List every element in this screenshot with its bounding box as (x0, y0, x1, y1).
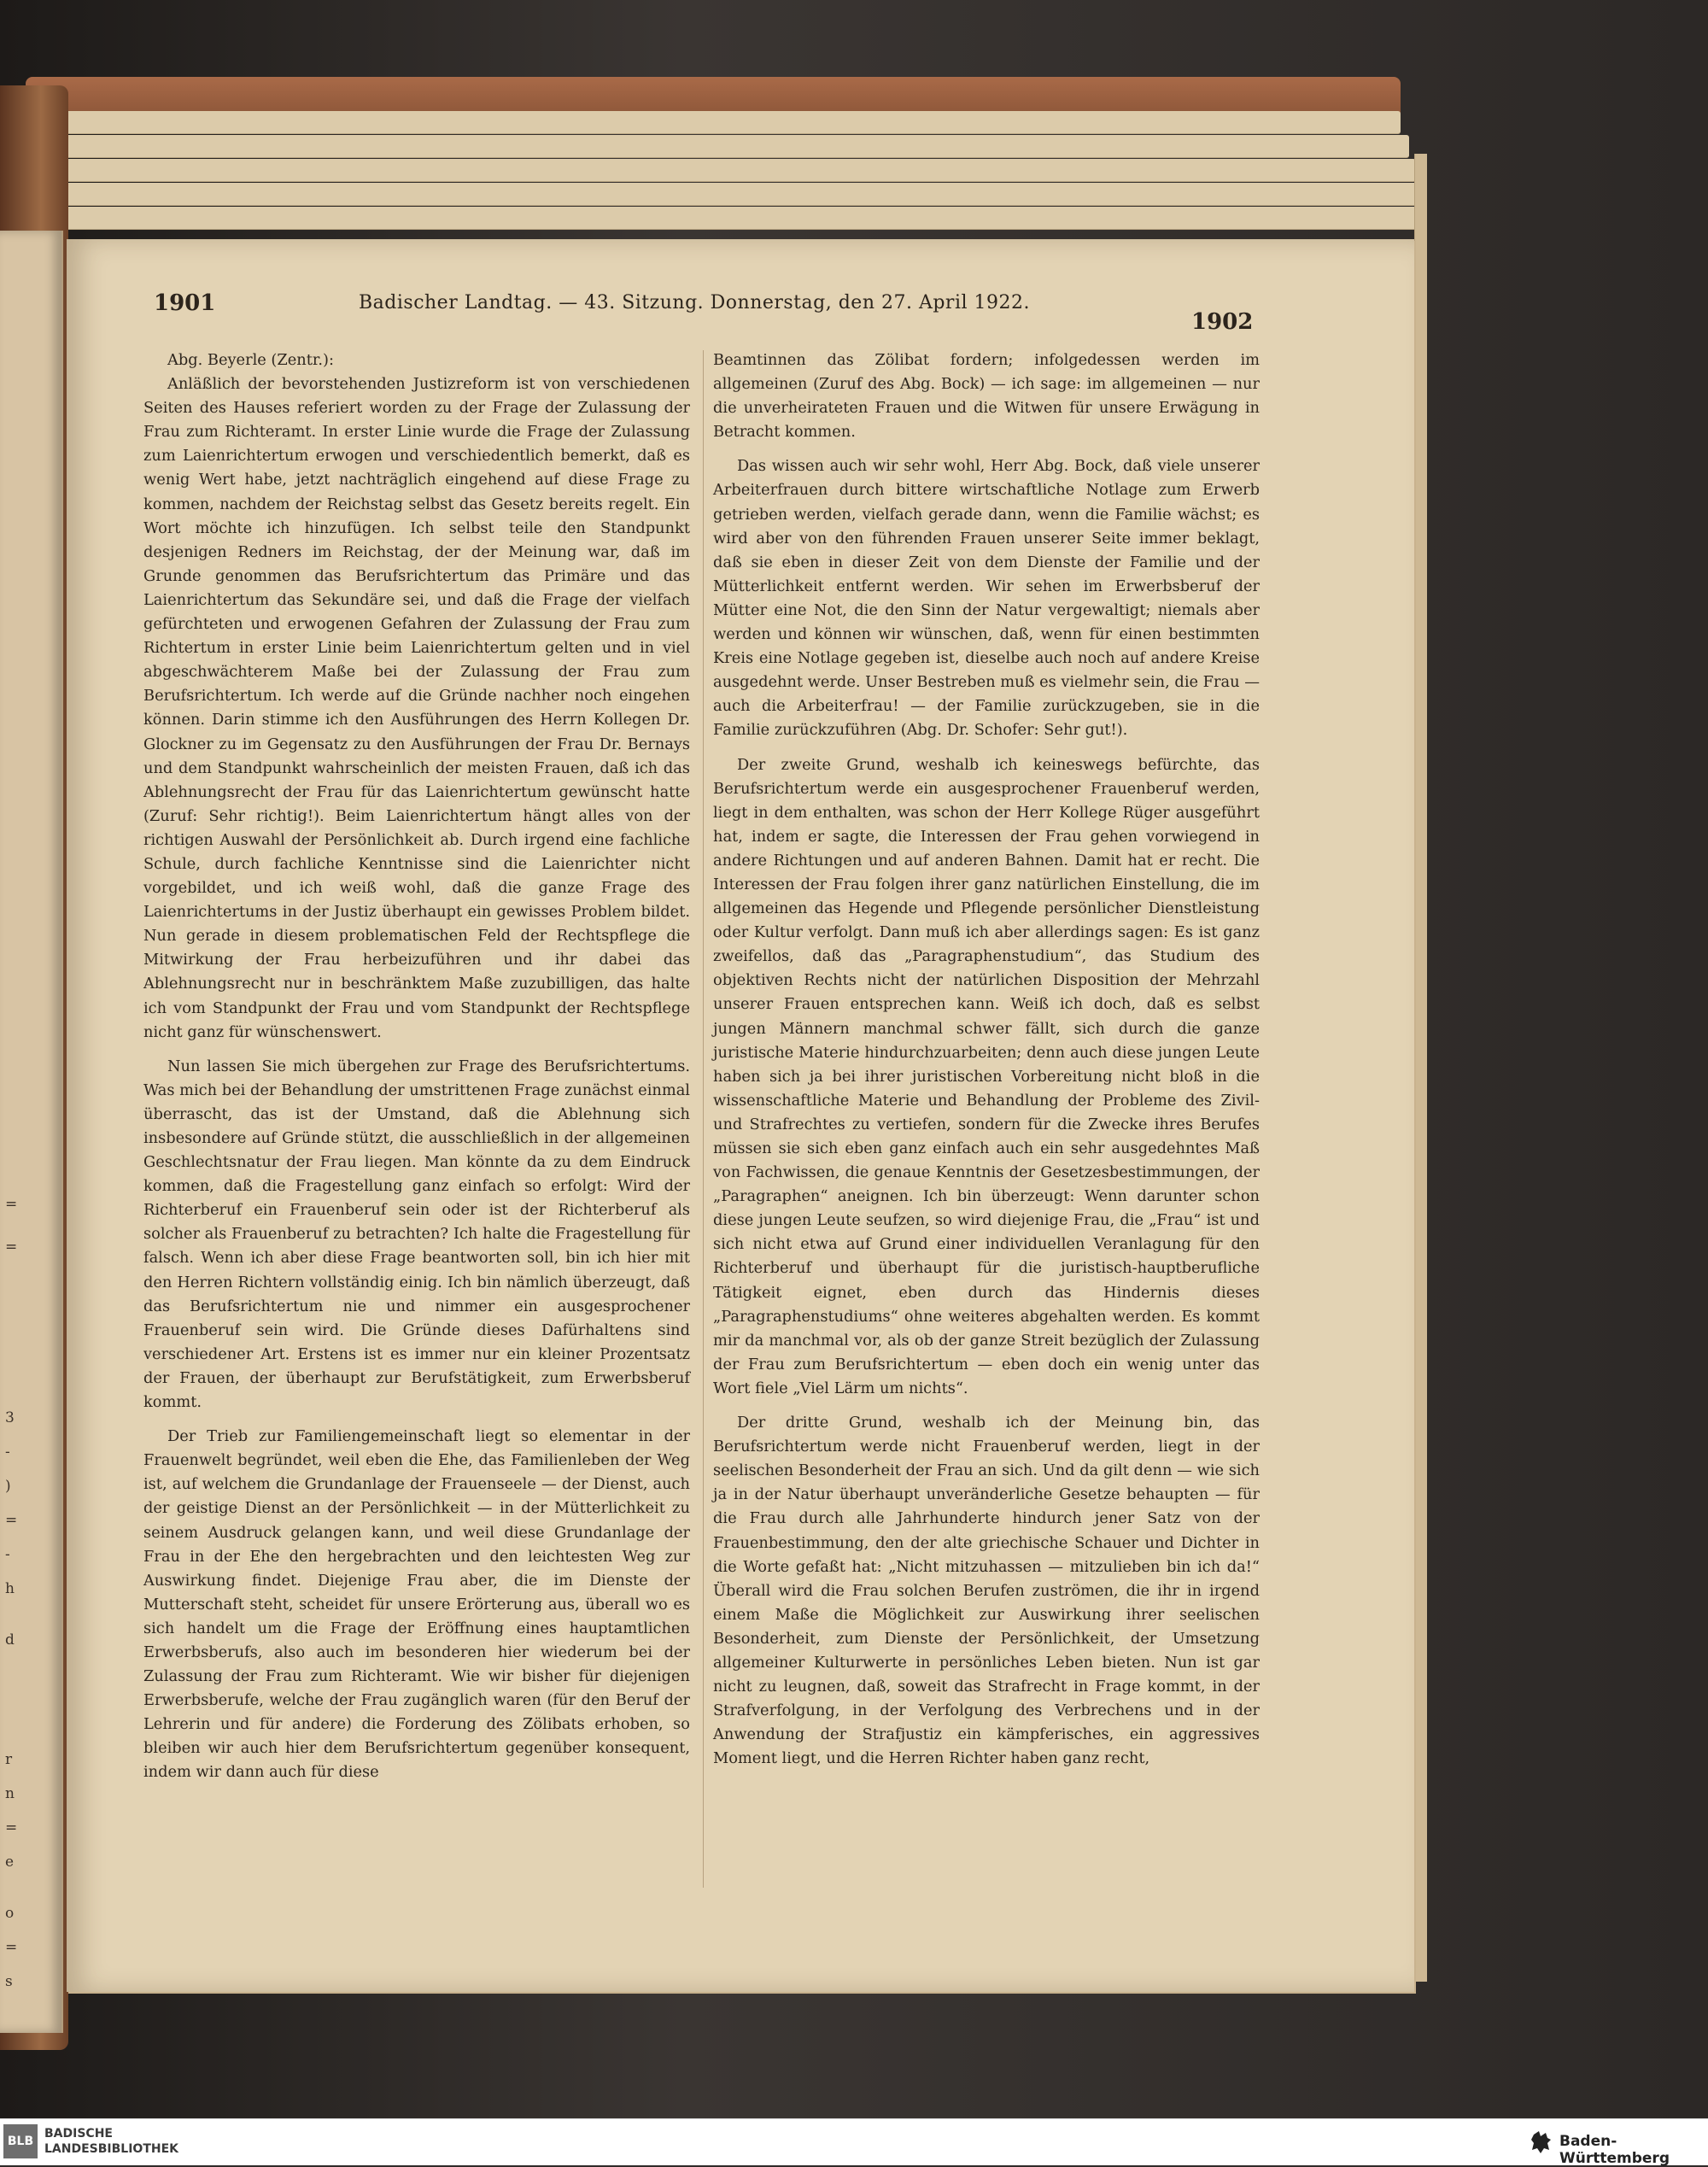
page-stack-edge (1414, 154, 1427, 1982)
margin-fragment: - (5, 1444, 10, 1461)
paragraph: Der dritte Grund, weshalb ich der Meinung bin, das Berufsrichtertum werde nicht Frauenberuf werden, liegt in der seelischen Besonderheit der Frau an sich. Und da gilt denn — wie sich ja in der Natur überhaupt unveränderliche Gesetze behaupten — für die Frau durch alle Jahrhunderte hindurch jener Satz von der Frauenbestimmung, den der alte griechische Schauer und Dichter in die Worte gefaßt hat: „Nicht mitzuhassen — mitzulieben bin ich da!“ Überall wird die Frau solchen Berufen zuströmen, die ihr in irgend einem Maße die Möglichkeit zur Auswirkung ihrer seelischen Besonderheit, zum Dienste der Persönlichkeit, der Umsetzung allgemeiner Kulturwerte in persönliches Leben bieten. Nun ist gar nicht zu leugnen, daß, soweit das Strafrecht in Frage kommt, in der Strafverfolgung, in der Verfolgung des Verbrechens und in der Anwendung der Strafjustiz ein kämpferisches, ein aggressives Moment liegt, und die Herren Richter haben ganz recht, (713, 1414, 1260, 1768)
margin-fragment: ) (5, 1478, 11, 1495)
state-name[interactable]: Baden-Württemberg (1559, 2133, 1670, 2167)
blb-logo[interactable]: BLB (3, 2124, 38, 2158)
margin-fragment: - (5, 1546, 10, 1563)
library-name-line2: LANDESBIBLIOTHEK (44, 2142, 179, 2156)
margin-fragment: o (5, 1905, 15, 1922)
margin-fragment: r (5, 1751, 13, 1768)
paragraph: Anläßlich der bevorstehenden Justizreform ist von verschiedenen Seiten des Hauses referiert worden zu der Frage der Zulassung der Frau zum Richteramt. In erster Linie wurde die Frage der Zulassung zum Laienrichtertum erwogen und verschiedentlich bemerkt, daß es wenig Wert habe, jetzt nachträglich eingehend auf diese Frage zu kommen, nachdem der Reichstag selbst das Gesetz bereits regelt. Ein Wort möchte ich hinzufügen. Ich selbst teile den Standpunkt desjenigen Redners im Reichstag, der der Meinung war, daß im Grunde genommen das Berufsrichtertum das Primäre und das Laienrichtertum das Sekundäre sei, und daß die Frage der vielfach gefürchteten und erwogenen Gefahren der Zulassung der Frau zum Richtertum in erster Linie beim Laienrichtertum gelten und in viel abgeschwächterem Maße bei der Zulassung der Frau zum Berufsrichtertum. Ich werde auf die Gründe nachher noch eingehen können. Darin stimme ich den Ausführungen des Herrn Kollegen Dr. Glockner zu im Gegensatz zu den Ausführungen der Frau Dr. Bernays und dem Standpunkt wahrscheinlich der meisten Frauen, daß ich das Ablehnungsrecht der Frau für das Laienrichtertum gewünscht hatte (Zuruf: Sehr richtig!). Beim Laienrichtertum hängt alles von der richtigen Auswahl der Persönlichkeit ab. Durch irgend eine fachliche Schule, durch fachliche Kenntnisse sind die Laienrichter nicht vorgebildet, und ich weiß wohl, daß die ganze Frage des Laienrichtertums in der Justiz überhaupt ein gewisses Problem bildet. Nun gerade in diesem problematischen Feld der Rechtspflege die Mitwirkung der Frau herbeizuführen und ihr dabei das Ablehnungsrecht nur in beschränktem Maße zuzubilligen, das halte ich vom Standpunkt der Frau und vom Standpunkt der Rechtspflege nicht ganz für wünschenswert. (143, 375, 690, 1041)
text-column-right (713, 348, 1260, 1781)
right-page-number: 1902 (1191, 309, 1254, 335)
margin-fragment: = (5, 1512, 18, 1529)
margin-fragment: e (5, 1854, 15, 1871)
paragraph: Der zweite Grund, weshalb ich keineswegs befürchte, das Berufsrichtertum werde ein ausgesprochener Frauenberuf werden, liegt in dem enthalten, was schon der Herr Kollege Rüger ausgeführt hat, indem er sagte, die Interessen der Frau gehen vorwiegend in andere Richtungen und auf anderen Bahnen. Damit hat er recht. Die Interessen der Frau folgen ihrer ganz natürlichen Einstellung, die im allgemeinen das Hegende und Pflegende persönlicher Dienstleistung oder Kultur verfolgt. Dann muß ich aber allerdings sagen: Es ist ganz zweifellos, daß das „Paragraphenstudium“, das Studium des objektiven Rechts nicht der natürlichen Disposition der Mehrzahl unserer Frauen entsprechen kann. Weiß ich doch, daß es selbst jungen Männern manchmal schwer fällt, sich durch die ganze juristische Materie hindurchzuarbeiten; denn auch diese jungen Leute haben sich ja bei ihrer juristischen Vorbereitung nicht bloß in die wissenschaftliche Materie und Behandlung der Probleme des Zivil- und Strafrechtes zu vertiefen, sondern für die Zwecke ihres Berufes müssen sie sich eben ganz einfach auch ein sehr ausgedehntes Maß von Fachwissen, die genaue Kenntnis der Gesetzesbestimmungen, der „Paragraphen“ aneignen. Ich bin überzeugt: Wenn darunter schon diese jungen Leute seufzen, so wird diejenige Frau, die „Frau“ ist und sich nicht etwa auf Grund einer individuellen Veranlagung für den Richterberuf und überhaupt für die juristisch-hauptberufliche Tätigkeit eignet, eben durch das Hindernis dieses „Paragraphenstudiums“ ohne weiteres abgehalten werden. Es kommt mir da manchmal vor, als ob der ganze Streit bezüglich der Zulassung der Frau zum Berufsrichtertum — eben doch ein wenig unter das Wort fiele „Viel Lärm um nichts“. (713, 755, 1260, 1397)
margin-fragment: = (5, 1196, 18, 1213)
margin-fragment: = (5, 1239, 18, 1256)
paragraph: Beamtinnen das Zölibat fordern; infolgedessen werden im allgemeinen (Zuruf des Abg. Bock) — ich sage: im allgemeinen — nur die unverheirateten Frauen und die Witwen für unsere Erwägung in Betracht kommen. (713, 351, 1260, 442)
margin-fragment: = (5, 1819, 18, 1836)
viewer-footer (0, 2118, 1708, 2165)
page-edge (34, 183, 1421, 206)
library-name[interactable] (44, 2126, 178, 2157)
column-divider (703, 350, 704, 1888)
margin-fragment: s (5, 1973, 13, 1990)
margin-fragment: d (5, 1631, 15, 1649)
header-title: Badischer Landtag. — 43. Sitzung. Donnerstag, den 27. April 1922. (359, 292, 1030, 313)
page-edge (34, 135, 1409, 158)
left-page-margin (0, 231, 63, 2033)
paragraph: Der Trieb zur Familiengemeinschaft liegt so elementar in der Frauenwelt begründet, weil eben die Ehe, das Familienleben der Weg ist, auf welchem die Grundanlage der Frauenseele — der Dienst, auch der geistige Dienst an der Persönlichkeit — in der Mütterlichkeit zu seinem Ausdruck gelangen kann, und weil diese Grundanlage der Frau in der Ehe den hergebrachten und den leichtesten Weg zur Auswirkung findet. Diejenige Frau aber, die im Dienste der Mutterschaft steht, scheidet für unsere Erörterung aus, überall wo es sich handelt um die Frage der Eröffnung eines hauptamtlichen Erwerbsberufs, also auch im besonderen hier wiederum bei der Zulassung der Frau zum Richteramt. Wie wir bisher für diejenigen Erwerbsberufe, welche der Frau zugänglich waren (für den Beruf der Lehrerin und für andere) die Forderung des Zölibats erhoben, so bleiben wir auch hier dem Berufsrichtertum gegenüber konsequent, indem wir dann auch für diese (143, 1427, 690, 1782)
page-edge (34, 207, 1426, 230)
margin-fragment: = (5, 1939, 18, 1956)
text-column-left (143, 348, 690, 1795)
page-edge (34, 159, 1416, 182)
baden-wuerttemberg-lion-icon[interactable] (1530, 2129, 1553, 2155)
paragraph: Nun lassen Sie mich übergehen zur Frage des Berufsrichtertums. Was mich bei der Behandlung der umstrittenen Frage zunächst einmal überrascht, das ist der Umstand, daß die Ablehnung sich insbesondere auf Gründe stützt, die ausschließlich in der allgemeinen Geschlechtsnatur der Frau liegen. Man könnte da zu dem Eindruck kommen, daß die Fragestellung ganz einfach so erfolgt: Wird der Richterberuf ein Frauenberuf sein oder ist der Richterberuf als solcher als Frauenberuf zu betrachten? Ich halte die Fragestellung für falsch. Wenn ich aber diese Frage beantworten soll, bin ich hier mit den Herren Richtern vollständig einig. Ich bin nämlich überzeugt, daß das Berufsrichtertum nie und nimmer ein ausgesprochener Frauenberuf sein wird. Die Gründe dieses Dafürhaltens sind verschiedener Art. Erstens ist es immer nur ein kleiner Prozentsatz der Frauen, der überhaupt zur Berufstätigkeit, zum Erwerbsberuf kommt. (143, 1057, 690, 1412)
margin-fragment: 3 (5, 1409, 15, 1426)
margin-fragment: h (5, 1580, 15, 1597)
page-edge (34, 111, 1401, 134)
left-page-number: 1901 (154, 290, 216, 316)
running-header (154, 290, 1254, 335)
paragraph: Das wissen auch wir sehr wohl, Herr Abg. Bock, daß viele unserer Arbeiterfrauen durch bittere wirtschaftliche Notlage zum Erwerb getrieben werden, vielfach gerade dann, wenn die Familie wächst; es wird aber von den führenden Frauen unserer Seite immer beklagt, daß sie eben in dieser Zeit von dem Dienste der Familie und der Mütterlichkeit entfernt werden. Wir sehen im Erwerbsberuf der Mütter eine Not, die den Sinn der Natur vergewaltigt; niemals aber werden und können wir wünschen, daß, wenn für einen bestimmten Kreis eine Notlage gegeben ist, dieselbe auch noch auf andere Kreise ausgedehnt werde. Unser Bestreben muß es vielmehr sein, die Frau — auch die Arbeiterfrau! — der Familie zurückzugeben, sie in die Familie zurückzuführen (Abg. Dr. Schofer: Sehr gut!). (713, 457, 1261, 740)
margin-fragment: n (5, 1785, 15, 1802)
library-name-line1: BADISCHE (44, 2127, 113, 2141)
speaker-line: Abg. Beyerle (Zentr.): (167, 351, 334, 369)
